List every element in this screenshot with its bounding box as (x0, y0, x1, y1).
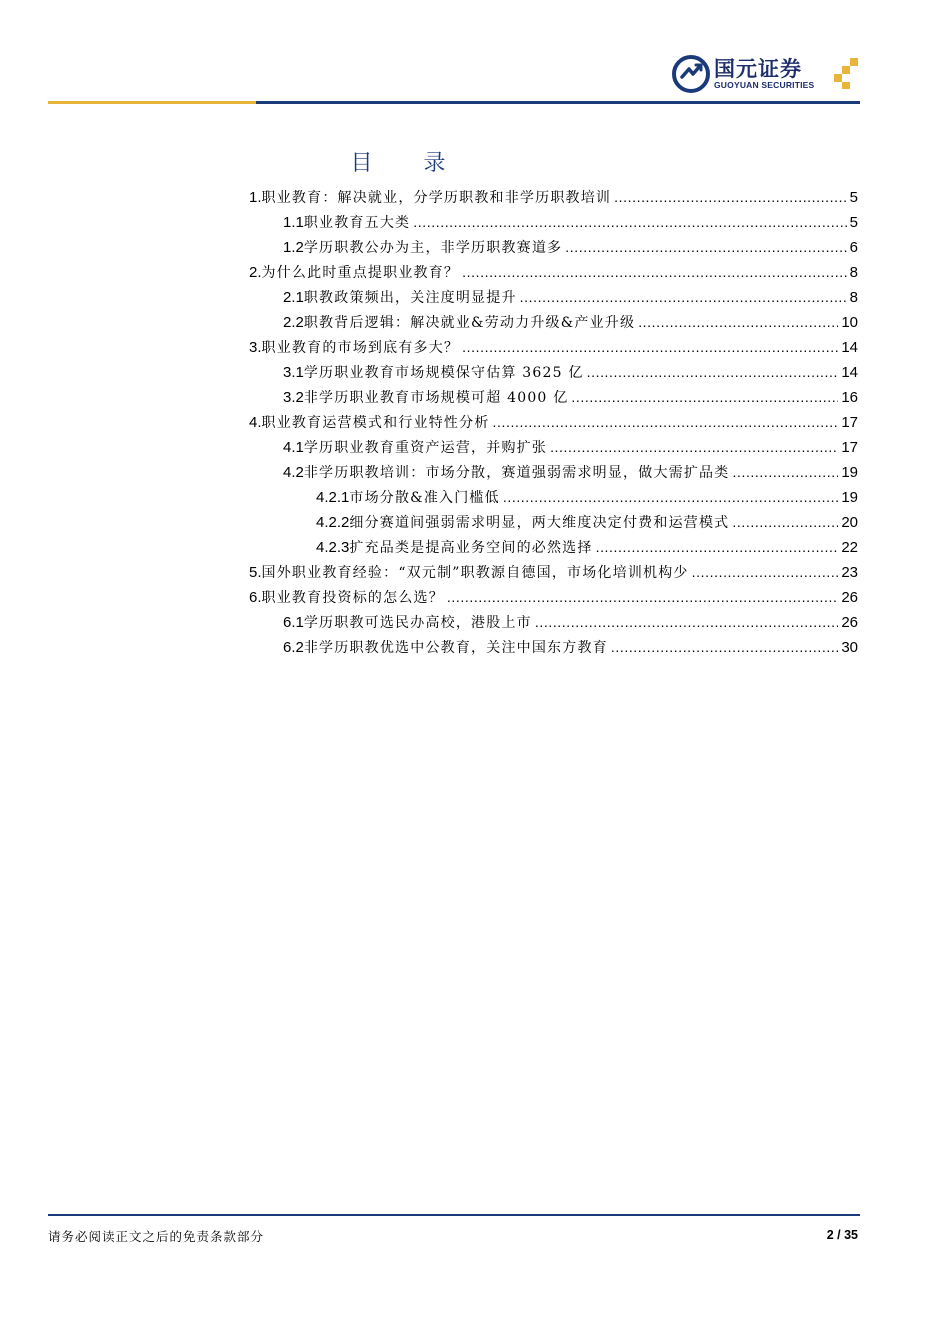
toc-entry[interactable]: 4. 职业教育运营模式和行业特性分析 ..... 17 (249, 411, 858, 435)
header-rule-gold (48, 101, 256, 104)
toc-page-number: 8 (849, 289, 858, 306)
toc-entry[interactable]: 4.2.3 扩充品类是提高业务空间的必然选择 ..... 22 (316, 536, 858, 560)
toc-leader (587, 361, 839, 385)
toc-page-number: 14 (841, 364, 858, 381)
disclaimer-note: 请务必阅读正文之后的免责条款部分 (48, 1229, 265, 1244)
toc-entry[interactable]: 1.2 学历职教公办为主，非学历职教赛道多 ..... 6 (283, 236, 858, 260)
footer-rule (48, 1214, 860, 1216)
toc-leader (732, 511, 838, 535)
toc-leader (638, 311, 838, 335)
toc-page-number: 17 (841, 414, 858, 431)
toc-leader (520, 286, 847, 310)
toc-title: 目 录 (350, 151, 468, 176)
company-logo (672, 52, 862, 96)
toc-leader (611, 636, 838, 660)
toc-leader (550, 436, 838, 460)
logo-chinese-name: 国元证券 (714, 57, 802, 81)
toc-page-number: 6 (849, 239, 858, 256)
logo-squares-icon (830, 56, 860, 90)
toc-page-number: 16 (841, 389, 858, 406)
toc-page-number: 23 (841, 564, 858, 581)
toc-leader (503, 486, 838, 510)
guoyuan-logo-icon (672, 55, 710, 93)
toc-leader (565, 236, 846, 260)
toc-leader (462, 261, 847, 285)
toc-entry[interactable]: 1.1 职业教育五大类 ..... 5 (283, 211, 858, 235)
toc-entry[interactable]: 2.2 职教背后逻辑：解决就业&劳动力升级&产业升级 ..... 10 (283, 311, 858, 335)
header-rule (48, 101, 860, 104)
toc-entry[interactable]: 5. 国外职业教育经验：“双元制”职教源自德国，市场化培训机构少 ..... 23 (249, 561, 858, 585)
toc-page-number: 30 (841, 639, 858, 656)
toc-leader (692, 561, 839, 585)
toc-leader (596, 536, 839, 560)
toc-page-number: 14 (841, 339, 858, 356)
toc-entry[interactable]: 6. 职业教育投资标的怎么选？ ..... 26 (249, 586, 858, 610)
toc-page-number: 19 (841, 489, 858, 506)
toc-entry[interactable]: 1. 职业教育：解决就业，分学历职教和非学历职教培训 ..... 5 (249, 186, 858, 210)
toc-page-number: 20 (841, 514, 858, 531)
toc-entry[interactable]: 4.2 非学历职教培训：市场分散，赛道强弱需求明显，做大需扩品类 ..... 19 (283, 461, 858, 485)
toc-page-number: 26 (841, 589, 858, 606)
toc-page-number: 17 (841, 439, 858, 456)
toc-page-number: 5 (849, 189, 858, 206)
toc-page-number: 26 (841, 614, 858, 631)
toc-leader (732, 461, 838, 485)
logo-english-name: GUOYUAN SECURITIES (714, 80, 815, 90)
toc-leader (571, 386, 838, 410)
toc-entry[interactable]: 3.2 非学历职业教育市场规模可超 4000 亿 ..... 16 (283, 386, 858, 410)
toc-page-number: 19 (841, 464, 858, 481)
toc-leader (413, 211, 846, 235)
toc-page-number: 8 (849, 264, 858, 281)
toc-page-number: 10 (841, 314, 858, 331)
toc-entry[interactable]: 6.1 学历职教可选民办高校，港股上市 ..... 26 (283, 611, 858, 635)
toc-entry[interactable]: 4.1 学历职业教育重资产运营，并购扩张 ..... 17 (283, 436, 858, 460)
toc-entry[interactable]: 2. 为什么此时重点提职业教育？ ..... 8 (249, 261, 858, 285)
toc-entry[interactable]: 3. 职业教育的市场到底有多大？ ..... 14 (249, 336, 858, 360)
toc-leader (493, 411, 839, 435)
toc-page-number: 22 (841, 539, 858, 556)
toc-entry[interactable]: 4.2.2 细分赛道间强弱需求明显，两大维度决定付费和运营模式 ..... 20 (316, 511, 858, 535)
toc-entry[interactable]: 2.1 职教政策频出，关注度明显提升 ..... 8 (283, 286, 858, 310)
header-rule-navy (256, 101, 860, 104)
toc-leader (535, 611, 838, 635)
page-number: 2 / 35 (826, 1228, 858, 1242)
toc-leader (614, 186, 847, 210)
toc-entry[interactable]: 6.2 非学历职教优选中公教育，关注中国东方教育 ..... 30 (283, 636, 858, 660)
toc-leader (462, 336, 838, 360)
toc-entry[interactable]: 3.1 学历职业教育市场规模保守估算 3625 亿 ..... 14 (283, 361, 858, 385)
toc-entry[interactable]: 4.2.1 市场分散&准入门槛低 ..... 19 (316, 486, 858, 510)
toc-page-number: 5 (849, 214, 858, 231)
toc-leader (447, 586, 838, 610)
